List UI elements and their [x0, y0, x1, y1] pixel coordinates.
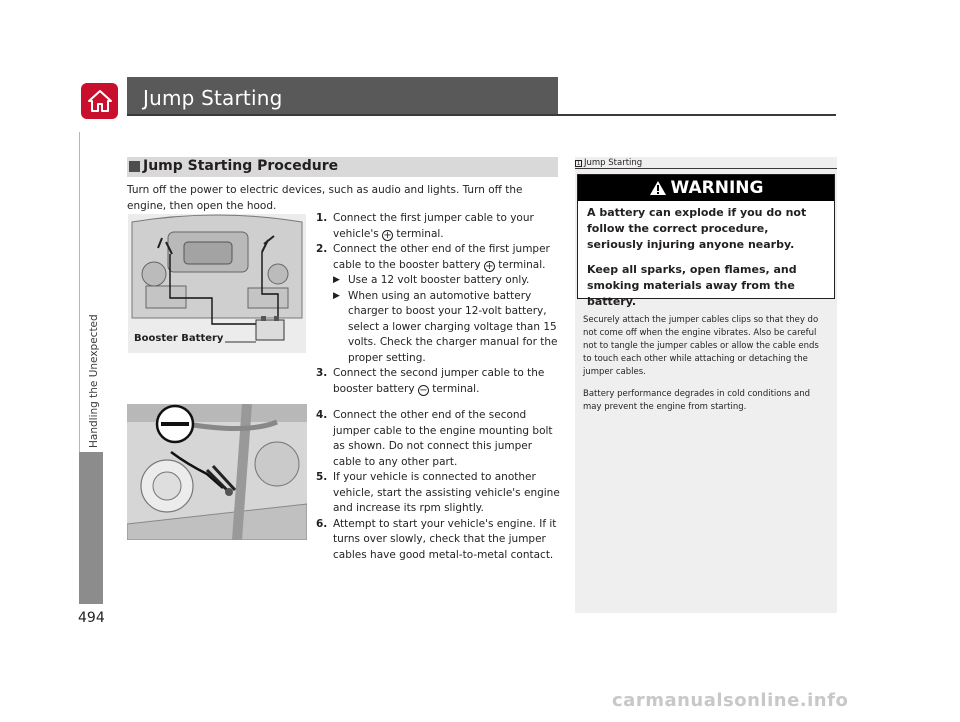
chapter-label-text: Handling the Unexpected	[88, 314, 100, 448]
minus-terminal-icon: −	[419, 384, 428, 396]
warning-text	[587, 205, 827, 310]
title-underline	[127, 114, 836, 116]
warning-paragraph: Keep all sparks, open flames, and smoking materials away from the battery.	[587, 263, 797, 308]
plus-terminal-icon: +	[485, 260, 494, 272]
plus-terminal-icon: +	[383, 229, 392, 241]
step-text: Connect the other end of the first jumper cable to the booster battery	[333, 243, 550, 271]
page-number: 494	[78, 610, 105, 626]
procedure-steps	[317, 211, 562, 563]
reference-icon: 1	[576, 159, 581, 167]
step-text: terminal.	[428, 382, 480, 395]
substep-text: When using an automotive battery charger to boost your 12-volt battery, select a lower charging voltage than 15 volts. Check the charger manual for the proper setting.	[348, 289, 558, 364]
chapter-label	[88, 128, 102, 448]
step-text: terminal.	[494, 258, 546, 271]
step-text: Attempt to start your vehicle's engine. If it turns over slowly, check that the jumper cables have good metal-to-metal contact.	[333, 517, 557, 561]
engine-mount-figure	[127, 404, 307, 540]
step-number: 5.	[316, 471, 328, 483]
warning-icon	[649, 180, 667, 196]
step-number: 6.	[316, 517, 328, 530]
warning-box	[577, 174, 835, 308]
sidebar-heading-text: Jump Starting	[584, 158, 643, 168]
step-1	[317, 211, 562, 242]
sidebar-note: Securely attach the jumper cables clips so that they do not come off when the engine vibrates. Also be careful not to tangle the jumper cables or allow the cable ends to touch each other while attaching or detaching the jumper cables.	[583, 315, 819, 377]
step-number: 2.	[316, 243, 328, 255]
sidebar-heading-rule	[575, 168, 837, 169]
side-rule	[79, 132, 80, 452]
step-4	[317, 408, 562, 470]
step-6	[317, 517, 562, 564]
section-title: Jump Starting Procedure	[143, 158, 339, 174]
home-button[interactable]	[81, 83, 118, 119]
step-3	[317, 366, 562, 397]
step-text: terminal.	[393, 227, 444, 240]
substep	[333, 289, 562, 367]
warning-paragraph: A battery can explode if you do not follow the correct procedure, seriously injuring anyone nearby.	[587, 206, 807, 251]
step-number: 3.	[316, 367, 328, 379]
step-text: Connect the other end of the second jumper cable to the engine mounting bolt as shown. Do not connect this jumper cable to any other part.	[333, 409, 553, 468]
sidebar-note: Battery performance degrades in cold conditions and may prevent the engine from starting.	[583, 389, 810, 412]
step-number: 1.	[316, 212, 328, 224]
warning-header	[578, 175, 834, 201]
chapter-tab[interactable]	[79, 452, 103, 604]
intro-text: Turn off the power to electric devices, such as audio and lights. Turn off the engine, then open the hood.	[127, 184, 523, 212]
step-text: Connect the second jumper cable to the booster battery	[333, 367, 545, 395]
sidebar-heading	[575, 158, 642, 168]
step-number: 4.	[316, 409, 328, 421]
substep-text: Use a 12 volt booster battery only.	[348, 274, 530, 286]
step-5	[317, 470, 562, 517]
section-square-icon	[129, 161, 140, 172]
booster-battery-label: Booster Battery	[134, 333, 224, 344]
watermark: carmanualsonline.info	[612, 690, 849, 711]
step-text: If your vehicle is connected to another vehicle, start the assisting vehicle's engine and increase its rpm slightly.	[333, 471, 560, 514]
step-text: Connect the first jumper cable to your vehicle's	[333, 212, 534, 240]
step-2	[317, 242, 562, 273]
arrow-right-icon: ▶	[333, 275, 340, 285]
home-icon	[87, 89, 113, 113]
sidebar-notes	[583, 314, 828, 414]
warning-title: WARNING	[670, 178, 764, 198]
arrow-right-icon: ▶	[333, 290, 340, 301]
page-title: Jump Starting	[143, 86, 283, 110]
substep	[333, 273, 562, 289]
